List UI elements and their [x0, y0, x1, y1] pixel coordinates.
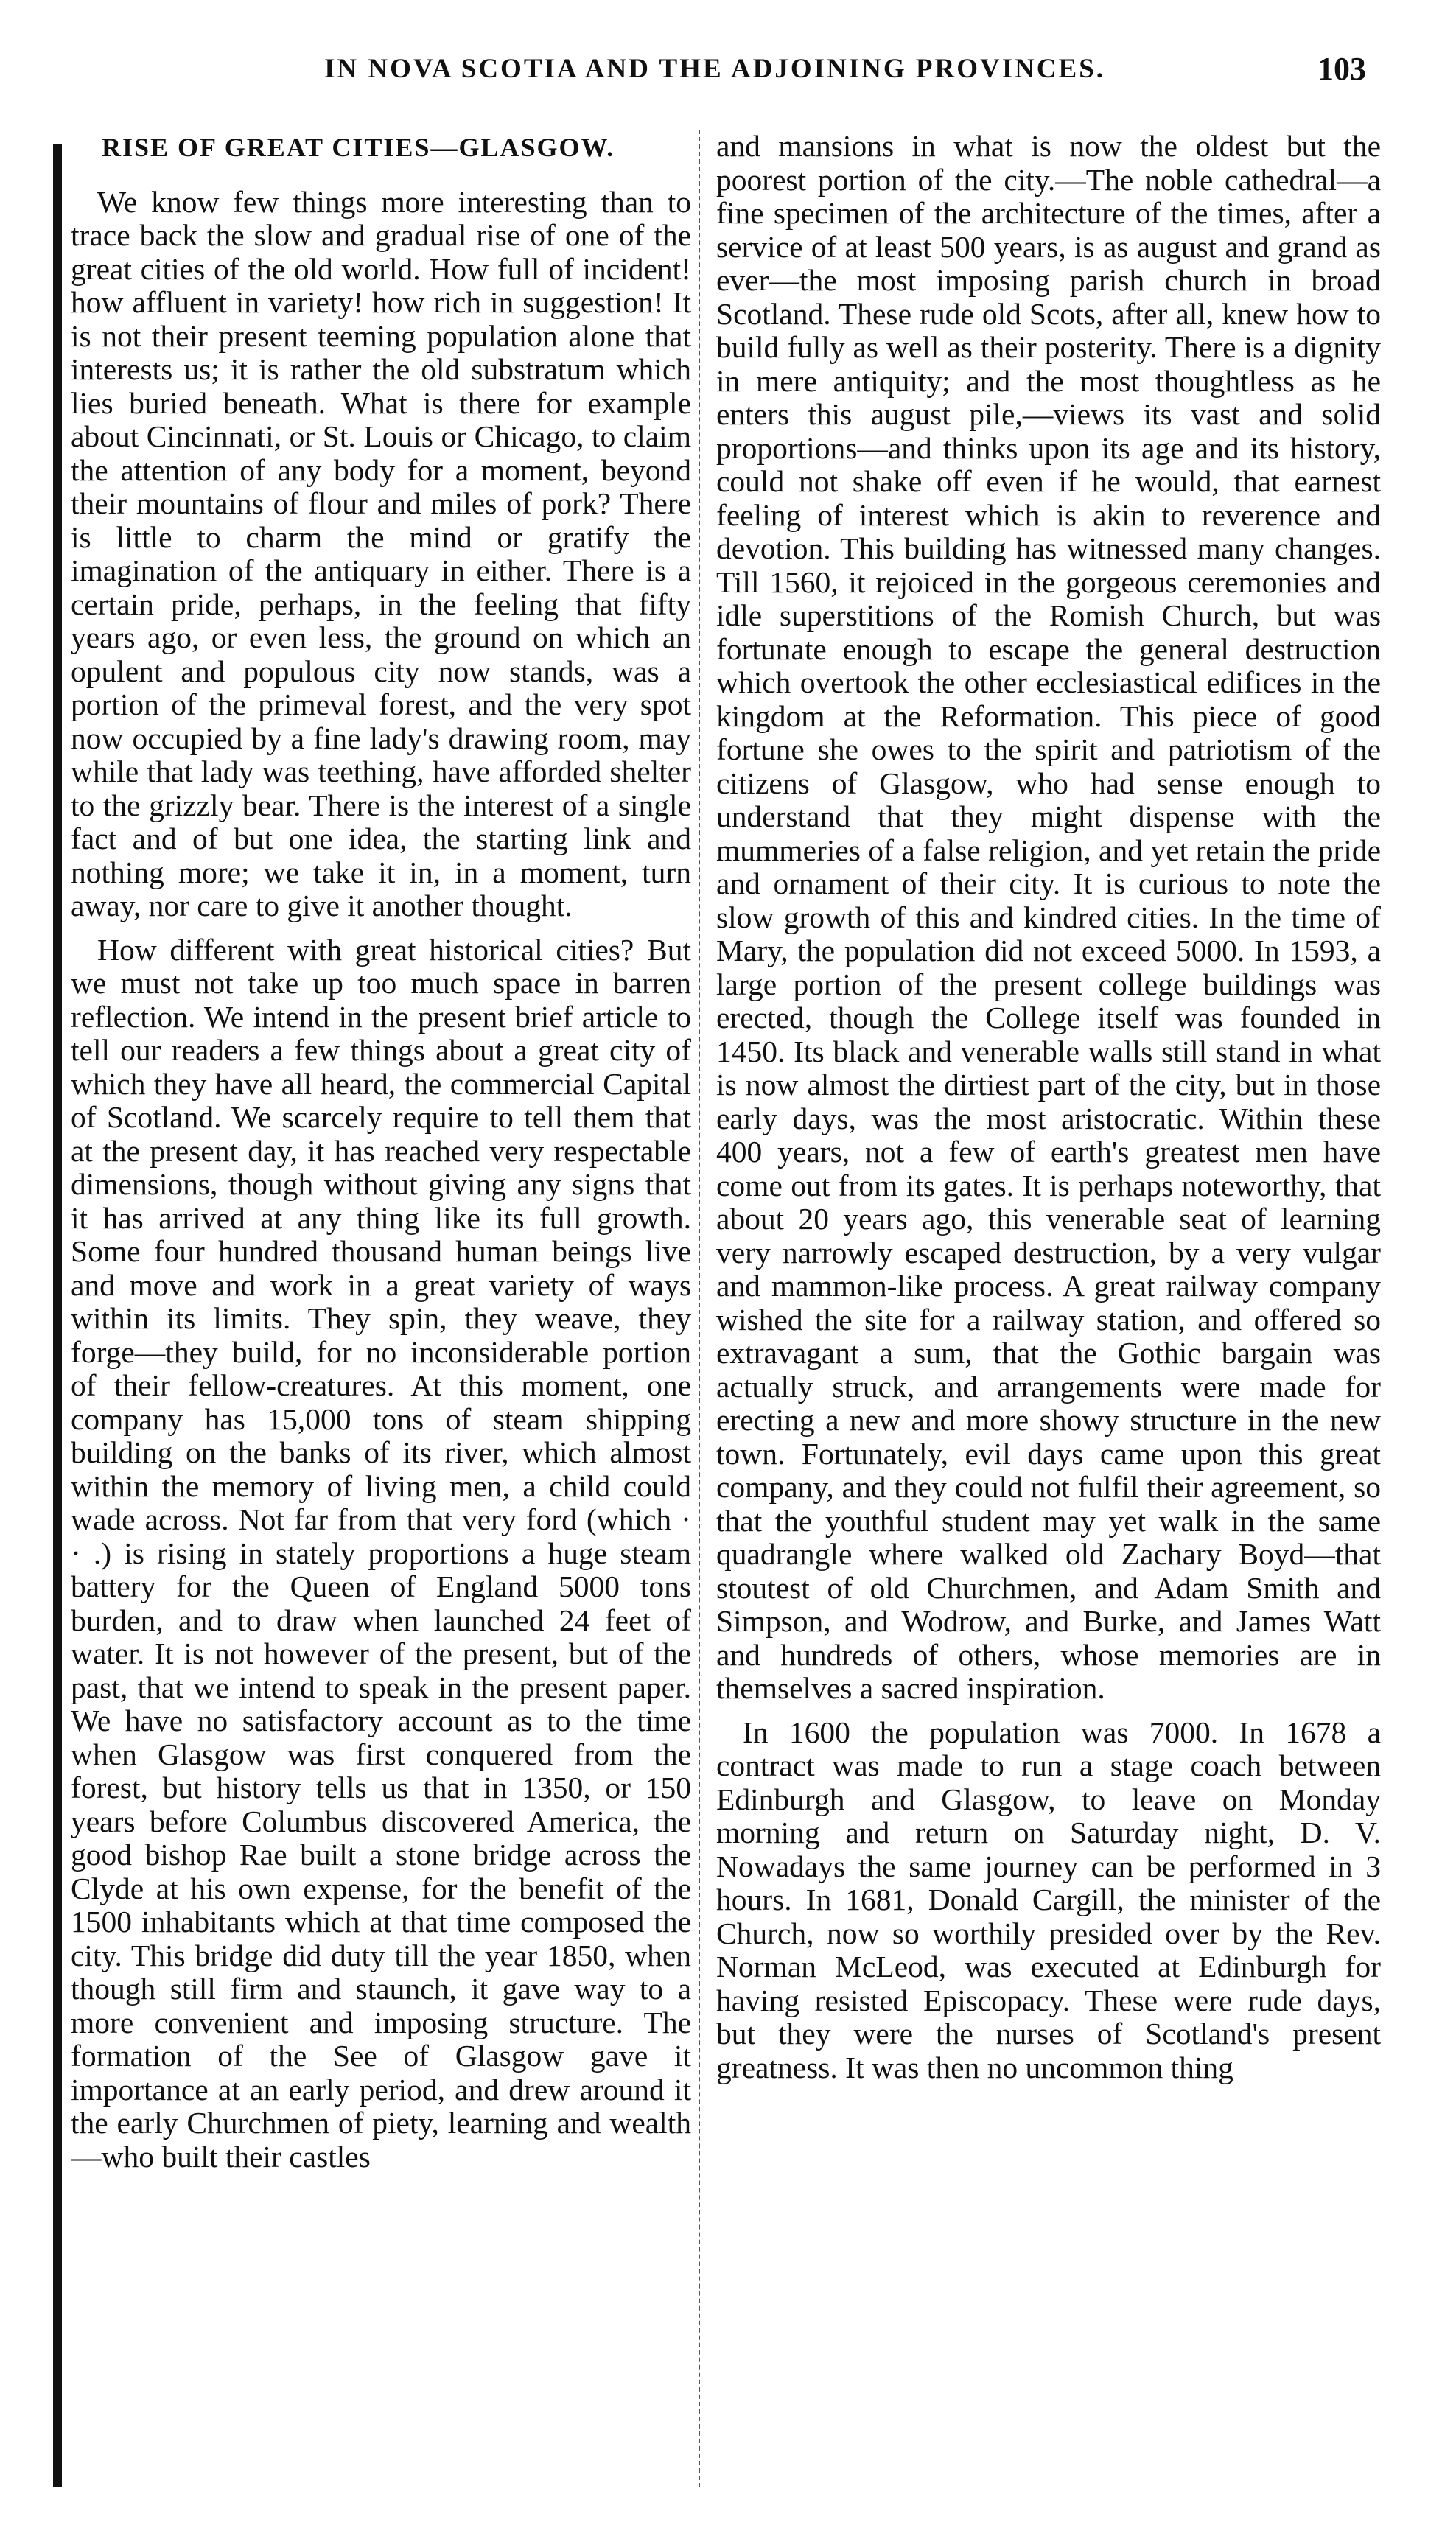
page-number: 103 [1317, 51, 1366, 87]
paragraph: and mansions in what is now the oldest but the poorest portion of the city.—The noble cathedral—a fine specimen of the architecture of the times, after a service of at least 500 years, is as august and grand as ever—the most imposing parish church in broad Scotland. These rude old Scots, after all, knew how to build fully as well as their posterity. There is a dignity in mere antiquity; and the most thoughtless as he enters this august pile,—views its vast and solid proportions—and thinks upon its age and its history, could not shake off even if he would, that earnest feeling of interest which is akin to reverence and devotion. This building has witnessed many changes. Till 1560, it rejoiced in the gorgeous ceremonies and idle superstitions of the Romish Church, but was fortunate enough to escape the general destruction which overtook the other ecclesiastical edifices in the kingdom at the Reformation. This piece of good fortune she owes to the spirit and patriotism of the citizens of Glasgow, who had sense enough to understand that they might dispense with the mummeries of a false religion, and yet retain the pride and ornament of their city. It is curious to note the slow growth of this and kindred cities. In the time of Mary, the population did not exceed 5000. In 1593, a large portion of the present college buildings was erected, though the College itself was founded in 1450. Its black and venerable walls still stand in what is now almost the dirtiest part of the city, but in those early days, was the most aristocratic. Within these 400 years, not a few of earth's greatest men have come out from its gates. It is perhaps noteworthy, that about 20 years ago, this venerable seat of learning very narrowly escaped destruction, by a very vulgar and mammon-like process. A great railway company wished the site for a railway station, and offered so extravagant a sum, that the Gothic bargain was actually struck, and arrangements were made for erecting a new and more showy structure in the new town. Fortunately, evil days came upon this great company, and they could not fulfil their agreement, so that the youthful student may yet walk in the same quadrangle where walked old Zachary Boyd—that stoutest of old Churchmen, and Adam Smith and Simpson, and Wodrow, and Burke, and James Watt and hundreds of others, whose memories are in themselves a sacred inspiration. [716, 130, 1381, 1705]
paragraph: We know few things more interesting than to trace back the slow and gradual rise of one of the great cities of the old world. How full of incident! how affluent in variety! how rich in suggestion! It is not their present teeming population alone that interests us; it is rather the old substratum which lies buried beneath. What is there for example about Cincinnati, or St. Louis or Chicago, to claim the attention of any body for a moment, beyond their mountains of flour and miles of pork? There is little to charm the mind or gratify the imagination of the antiquary in either. There is a certain pride, perhaps, in the feeling that fifty years ago, or even less, the ground on which an opulent and populous city now stands, was a portion of the primeval forest, and the very spot now occupied by a fine lady's drawing room, may while that lady was teething, have afforded shelter to the grizzly bear. There is the interest of a single fact and of but one idea, the starting link and nothing more; we take it in, in a moment, turn away, nor care to give it another thought. [71, 184, 691, 922]
right-column [716, 130, 1381, 2487]
left-column [71, 130, 691, 2487]
paragraph: In 1600 the population was 7000. In 1678 a contract was made to run a stage coach between Edinburgh and Glasgow, to leave on Monday morning and return on Saturday night, D. V. Nowadays the same journey can be performed in 3 hours. In 1681, Donald Cargill, the minister of the Church, now so worthily presided over by the Rev. Norman McLeod, was executed at Edinburgh for having resisted Episcopacy. These were rude days, but they were the nurses of Scotland's present greatness. It was then no uncommon thing [716, 1715, 1381, 2084]
paragraph: How different with great historical cities? But we must not take up too much space in barren reflection. We intend in the present brief article to tell our readers a few things about a great city of which they have all heard, the commercial Capital of Scotland. We scarcely require to tell them that at the present day, it has reached very respectable dimensions, though without giving any signs that it has arrived at any thing like its full growth. Some four hundred thousand human beings live and move and work in a great variety of ways within its limits. They spin, they weave, they forge—they build, for no inconsiderable portion of their fellow-creatures. At this moment, one company has 15,000 tons of steam shipping building on the banks of its river, which almost within the memory of living men, a child could wade across. Not far from that very ford (which · · .) is rising in stately proportions a huge steam battery for the Queen of England 5000 tons burden, and to draw when launched 24 feet of water. It is not however of the present, but of the past, that we intend to speak in the present paper. We have no satisfactory account as to the time when Glasgow was first conquered from the forest, but history tells us that in 1350, or 150 years before Columbus discovered America, the good bishop Rae built a stone bridge across the Clyde at his own expense, for the benefit of the 1500 inhabitants which at that time composed the city. This bridge did duty till the year 1850, when though still firm and staunch, it gave way to a more convenient and imposing structure. The formation of the See of Glasgow gave it importance at an early period, and drew around it the early Churchmen of piety, learning and wealth—who built their castles [71, 932, 691, 2174]
running-title: IN NOVA SCOTIA AND THE ADJOINING PROVINCES. [324, 54, 1106, 84]
binding-margin-bar [53, 144, 62, 2487]
article-heading: RISE OF GREAT CITIES—GLASGOW. [102, 133, 615, 162]
running-header [0, 53, 1456, 97]
column-divider [699, 130, 700, 2487]
